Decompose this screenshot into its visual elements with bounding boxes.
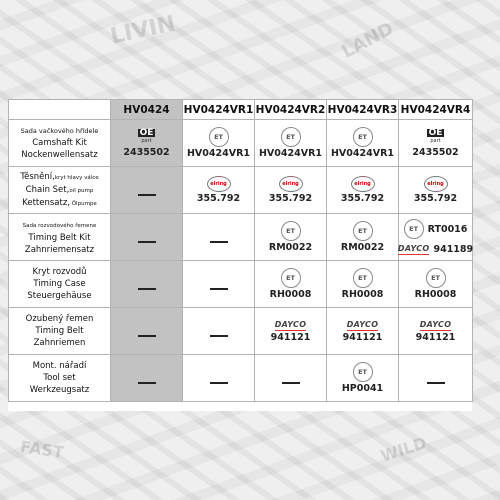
not-applicable-dash xyxy=(138,241,156,243)
column-header: HV0424VR4 xyxy=(399,100,473,120)
not-applicable-dash xyxy=(210,241,228,243)
row-label-line xyxy=(9,149,110,161)
part-cell xyxy=(111,308,183,355)
compatibility-table xyxy=(8,99,473,402)
not-applicable-dash xyxy=(427,382,445,384)
elring-logo-icon: elring xyxy=(351,176,375,192)
row-label-line xyxy=(9,197,110,210)
row-label-text: Sada vačkového hřídele xyxy=(20,127,99,135)
table-row xyxy=(9,120,473,167)
part-cell xyxy=(327,214,399,261)
part-number: HV0424VR1 xyxy=(258,148,323,159)
row-label-text: Timing Belt Kit xyxy=(28,232,91,243)
row-label-line xyxy=(9,125,110,137)
et-logo-icon: ET xyxy=(426,268,446,288)
oe-logo-text: OE xyxy=(428,128,443,138)
part-number: RT0016 xyxy=(427,224,468,235)
part-cell xyxy=(111,167,183,214)
row-label-text: Kryt rozvodů xyxy=(32,267,87,277)
row-label-line xyxy=(9,278,110,290)
part-cell xyxy=(183,120,255,167)
part-entry xyxy=(255,320,326,343)
part-cell xyxy=(111,355,183,402)
part-cell xyxy=(327,120,399,167)
part-cell xyxy=(327,261,399,308)
row-label-line xyxy=(9,325,110,337)
column-header: HV0424VR2 xyxy=(255,100,327,120)
row-label-line xyxy=(9,184,110,197)
dayco-logo-text: DAYCO xyxy=(397,243,430,253)
dayco-logo-text: DAYCO xyxy=(274,319,307,329)
table-row xyxy=(9,308,473,355)
part-number: 941121 xyxy=(270,331,311,343)
not-applicable-dash xyxy=(138,288,156,290)
row-label-line xyxy=(9,232,110,244)
part-cell xyxy=(255,167,327,214)
row-label-text: Těsnění, xyxy=(20,171,55,182)
part-number: RM0022 xyxy=(268,242,313,253)
elring-logo-icon: elring xyxy=(207,176,231,192)
dayco-logo-underline xyxy=(275,330,307,331)
part-entry xyxy=(255,221,326,253)
part-pair-item xyxy=(404,219,468,239)
part-cell xyxy=(399,261,473,308)
oe-logo-subtext: part xyxy=(430,138,441,144)
oe-part-logo-icon xyxy=(137,128,157,146)
table-row xyxy=(9,261,473,308)
part-number: 2435502 xyxy=(123,147,170,158)
et-logo-icon: ET xyxy=(209,127,229,147)
row-label-text: Sada rozvodového řemene xyxy=(22,222,97,229)
part-number: 355.792 xyxy=(196,193,241,204)
part-entry xyxy=(399,320,472,343)
part-entry xyxy=(255,268,326,300)
part-number: 941189 xyxy=(433,244,474,255)
column-header: HV0424VR1 xyxy=(183,100,255,120)
row-label-line xyxy=(9,290,110,302)
part-pair-item xyxy=(398,243,473,255)
not-applicable-dash xyxy=(282,382,300,384)
part-cell xyxy=(255,261,327,308)
part-entry xyxy=(327,176,398,204)
part-cell xyxy=(111,214,183,261)
row-label xyxy=(9,308,111,355)
header-corner xyxy=(9,100,111,120)
part-number: 941121 xyxy=(415,331,456,343)
part-entry xyxy=(399,128,472,158)
part-number: HV0424VR1 xyxy=(330,148,395,159)
part-cell xyxy=(255,308,327,355)
row-label-text: kryt hlavy válce xyxy=(54,174,99,181)
part-entry xyxy=(399,268,472,300)
row-label-text: Werkzeugsatz xyxy=(29,385,90,395)
part-entry xyxy=(183,127,254,159)
row-label-line xyxy=(9,266,110,278)
part-cell xyxy=(183,355,255,402)
dayco-logo-text: DAYCO xyxy=(346,319,379,329)
part-cell xyxy=(327,355,399,402)
part-number: HP0041 xyxy=(341,383,384,394)
part-number: HV0424VR1 xyxy=(186,148,251,159)
part-cell xyxy=(183,308,255,355)
part-cell xyxy=(255,355,327,402)
et-logo-icon: ET xyxy=(353,268,373,288)
not-applicable-dash xyxy=(138,194,156,196)
dayco-logo-icon xyxy=(347,320,379,331)
part-entry xyxy=(327,127,398,159)
dayco-logo-icon xyxy=(275,320,307,331)
part-cell xyxy=(183,214,255,261)
et-logo-icon: ET xyxy=(353,127,373,147)
part-pair xyxy=(399,219,472,255)
oe-logo-text: OE xyxy=(139,128,154,138)
part-cell xyxy=(183,167,255,214)
row-label-text: Ozubený řemen xyxy=(25,314,94,324)
part-cell xyxy=(399,355,473,402)
row-label-text: Camshaft Kit xyxy=(32,138,87,148)
row-label xyxy=(9,261,111,308)
dayco-logo-icon xyxy=(398,244,430,255)
part-entry xyxy=(111,128,182,158)
row-label-text: Mont. nářadí xyxy=(32,361,87,371)
dayco-logo-underline xyxy=(398,254,430,255)
row-label-text: oil pump xyxy=(69,187,94,194)
row-label xyxy=(9,355,111,402)
part-number: 2435502 xyxy=(412,147,459,158)
part-cell xyxy=(111,261,183,308)
part-number: 355.792 xyxy=(413,193,458,204)
et-logo-icon: ET xyxy=(404,219,424,239)
part-entry xyxy=(399,176,472,204)
part-cell xyxy=(399,167,473,214)
part-number: 355.792 xyxy=(268,193,313,204)
header-row xyxy=(9,100,473,120)
row-label xyxy=(9,167,111,214)
part-cell xyxy=(111,120,183,167)
dayco-logo-underline xyxy=(347,330,379,331)
row-label-line xyxy=(9,137,110,149)
part-cell xyxy=(399,120,473,167)
row-label-text: Nockenwellensatz xyxy=(21,150,98,160)
row-label-text: Zahnriemensatz xyxy=(24,244,95,255)
elring-logo-icon: elring xyxy=(279,176,303,192)
part-entry xyxy=(327,320,398,343)
not-applicable-dash xyxy=(210,382,228,384)
not-applicable-dash xyxy=(138,335,156,337)
part-cell xyxy=(327,167,399,214)
row-label-text: Timing Case xyxy=(33,279,86,289)
part-cell xyxy=(327,308,399,355)
row-label-line xyxy=(9,360,110,372)
not-applicable-dash xyxy=(210,335,228,337)
column-header: HV0424VR3 xyxy=(327,100,399,120)
row-label-text: Chain Set, xyxy=(25,184,70,195)
oe-part-logo-icon xyxy=(426,128,446,146)
row-label-line xyxy=(9,313,110,325)
row-label xyxy=(9,120,111,167)
row-label-text: Tool set xyxy=(43,373,76,383)
row-label-text: Zahnriemen xyxy=(33,338,86,348)
row-label-line xyxy=(9,384,110,396)
part-number: 355.792 xyxy=(340,193,385,204)
row-label-text: Kettensatz, xyxy=(22,197,70,208)
row-label-line xyxy=(9,171,110,184)
table-row xyxy=(9,167,473,214)
part-cell xyxy=(183,261,255,308)
part-entry xyxy=(327,362,398,394)
row-label-text: Timing Belt xyxy=(35,326,84,336)
oe-logo-subtext: part xyxy=(141,138,152,144)
row-label-line xyxy=(9,244,110,256)
column-header: HV0424 xyxy=(111,100,183,120)
part-entry xyxy=(327,221,398,253)
part-number: RH0008 xyxy=(414,289,457,300)
row-label-line xyxy=(9,219,110,232)
et-logo-icon: ET xyxy=(281,127,301,147)
et-logo-icon: ET xyxy=(281,268,301,288)
et-logo-icon: ET xyxy=(353,362,373,382)
part-cell xyxy=(255,120,327,167)
row-label-line xyxy=(9,337,110,349)
row-label-text: Ölpumpe xyxy=(69,200,97,207)
not-applicable-dash xyxy=(210,288,228,290)
table-row xyxy=(9,214,473,261)
part-cell xyxy=(399,308,473,355)
row-label-line xyxy=(9,372,110,384)
part-entry xyxy=(255,127,326,159)
part-entry xyxy=(327,268,398,300)
row-label xyxy=(9,214,111,261)
part-number: RM0022 xyxy=(340,242,385,253)
part-number: RH0008 xyxy=(269,289,312,300)
part-entry xyxy=(183,176,254,204)
et-logo-icon: ET xyxy=(281,221,301,241)
dayco-logo-underline xyxy=(420,330,452,331)
dayco-logo-icon xyxy=(420,320,452,331)
sticker-background: LIVIN LAND FAST WILD xyxy=(0,0,500,500)
et-logo-icon: ET xyxy=(353,221,373,241)
not-applicable-dash xyxy=(138,382,156,384)
part-entry xyxy=(255,176,326,204)
row-label-text: Steuergehäuse xyxy=(27,291,92,301)
part-cell xyxy=(255,214,327,261)
part-number: RH0008 xyxy=(341,289,384,300)
part-number: 941121 xyxy=(342,331,383,343)
dayco-logo-text: DAYCO xyxy=(419,319,452,329)
elring-logo-icon: elring xyxy=(424,176,448,192)
table-row xyxy=(9,355,473,402)
part-cell xyxy=(399,214,473,261)
